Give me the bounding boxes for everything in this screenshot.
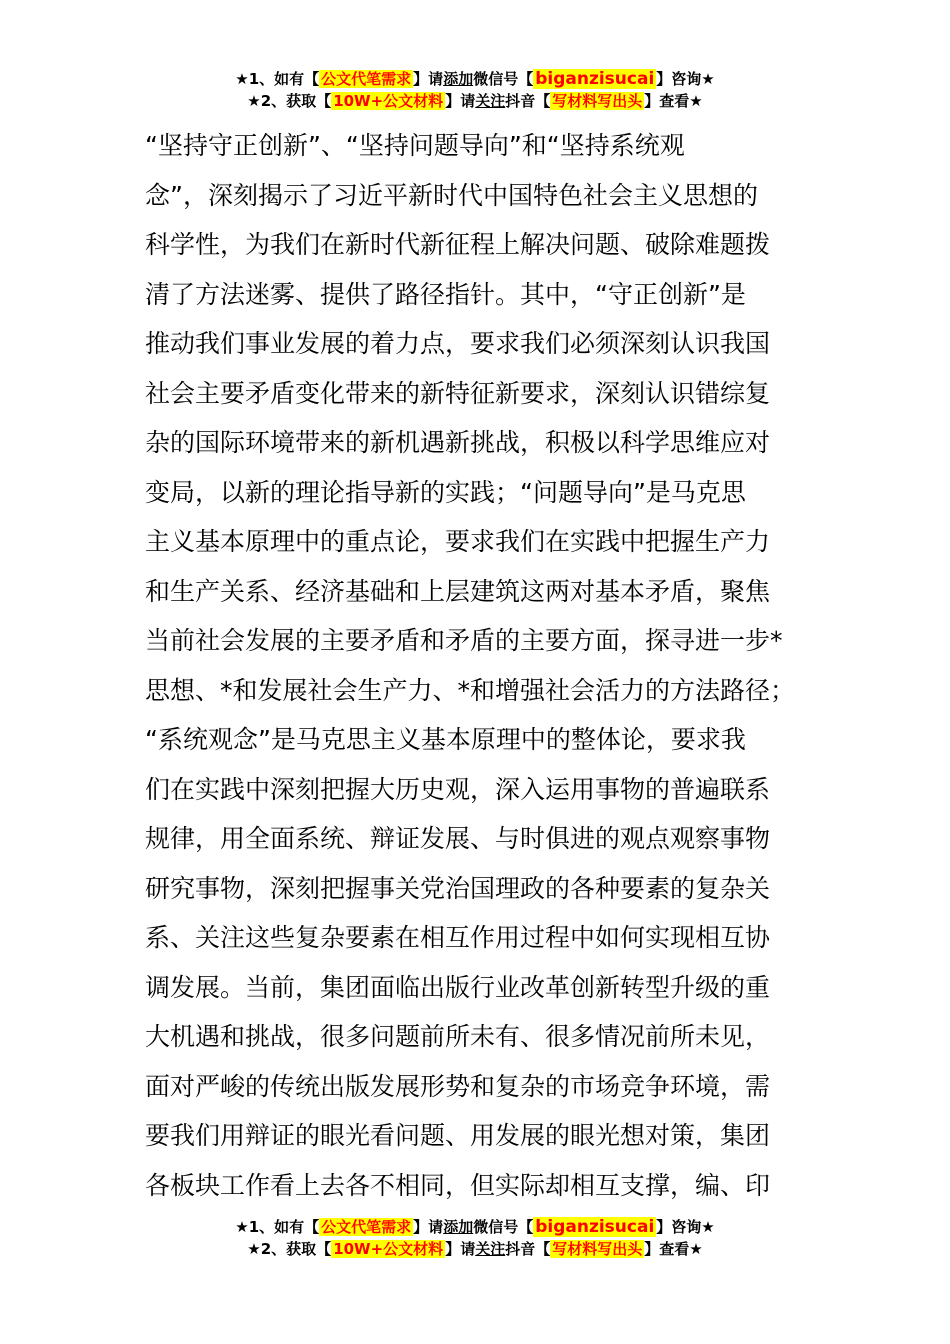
body-line: 面对严峻的传统出版发展形势和复杂的市场竞争环境，需 [145,1071,771,1101]
body-line: 推动我们事业发展的着力点，要求我们必须深刻认识我国 [145,329,771,358]
promo-highlight-wechat-id: biganzisucai [535,1217,655,1237]
body-line: 调发展。当前，集团面临出版行业改革创新转型升级的重 [145,972,771,1002]
promo-line-1-mid2: 微信号【 [473,70,534,88]
promo-line-1-mid2: 微信号【 [473,1218,534,1236]
body-line: 主义基本原理中的重点论，要求我们在实践中把握生产力 [145,527,771,556]
promo-line-1-prefix: ★1、如有【 [235,70,320,88]
body-line: 和生产关系、经济基础和上层建筑这两对基本矛盾，聚焦 [145,576,771,606]
promo-line-1-suffix: 】咨询★ [656,70,715,88]
promo-line-2-underlined: 关注 [475,1240,506,1258]
promo-line-1-suffix: 】咨询★ [656,1218,715,1236]
promo-highlight-douyin: 写材料写出头 [552,92,643,110]
promo-line-2-mid1: 】请 [445,92,476,110]
body-line: 清了方法迷雾、提供了路径指针。其中，“守正创新”是 [145,279,746,309]
promo-footer [0,1216,950,1260]
promo-line-2-suffix: 】查看★ [644,1240,703,1258]
promo-line-2-mid2: 抖音【 [505,1240,551,1258]
promo-highlight-materials: 10W+公文材料 [333,92,444,110]
body-line: 各板块工作看上去各不相同，但实际却相互支撑，编、印 [145,1170,771,1200]
body-line: 当前社会发展的主要矛盾和矛盾的主要方面，探寻进一步* [145,626,783,655]
promo-highlight-service: 公文代笔需求 [321,70,412,88]
body-line: 思想、*和发展社会生产力、*和增强社会活力的方法路径； [145,675,796,705]
promo-line-2-underlined: 关注 [475,92,506,110]
promo-line-1-mid1: 】请 [413,70,444,88]
promo-line-2 [0,1238,950,1260]
body-line: 社会主要矛盾变化带来的新特征新要求，深刻认识错综复 [145,378,771,408]
body-line: 变局，以新的理论指导新的实践；“问题导向”是马克思 [145,477,746,507]
promo-highlight-wechat-id: biganzisucai [535,69,655,89]
promo-line-1-underlined: 添加 [443,1218,474,1236]
promo-line-2-mid1: 】请 [445,1240,476,1258]
promo-line-1-mid1: 】请 [413,1218,444,1236]
body-line: 杂的国际环境带来的新机遇新挑战，积极以科学思维应对 [145,428,771,457]
promo-line-1-prefix: ★1、如有【 [235,1218,320,1236]
promo-line-1 [0,1216,950,1238]
promo-highlight-service: 公文代笔需求 [321,1218,412,1236]
body-line: 研究事物，深刻把握事关党治国理政的各种要素的复杂关 [145,873,771,903]
promo-header [0,68,950,112]
promo-highlight-douyin: 写材料写出头 [552,1240,643,1258]
body-line: 规律，用全面系统、辩证发展、与时俱进的观点观察事物 [145,824,771,853]
body-line: 们在实践中深刻把握大历史观，深入运用事物的普遍联系 [145,774,771,804]
promo-line-2-prefix: ★2、获取【 [247,1240,332,1258]
body-line: 要我们用辩证的眼光看问题、用发展的眼光想对策，集团 [145,1121,771,1150]
promo-highlight-materials: 10W+公文材料 [333,1240,444,1258]
body-line: “坚持守正创新”、“坚持问题导向”和“坚持系统观 [145,131,685,160]
promo-line-2-prefix: ★2、获取【 [247,92,332,110]
promo-line-1 [0,68,950,90]
promo-line-2-mid2: 抖音【 [505,92,551,110]
promo-line-1-underlined: 添加 [443,70,474,88]
promo-line-2 [0,90,950,112]
promo-line-2-suffix: 】查看★ [644,92,703,110]
body-line: “系统观念”是马克思主义基本原理中的整体论，要求我 [145,725,746,754]
body-line: 系、关注这些复杂要素在相互作用过程中如何实现相互协 [145,923,771,952]
body-line: 科学性，为我们在新时代新征程上解决问题、破除难题拨 [145,230,771,259]
body-line: 大机遇和挑战，很多问题前所未有、很多情况前所未见， [145,1022,771,1051]
body-line: 念”，深刻揭示了习近平新时代中国特色社会主义思想的 [145,180,758,210]
document-body [145,121,845,1210]
